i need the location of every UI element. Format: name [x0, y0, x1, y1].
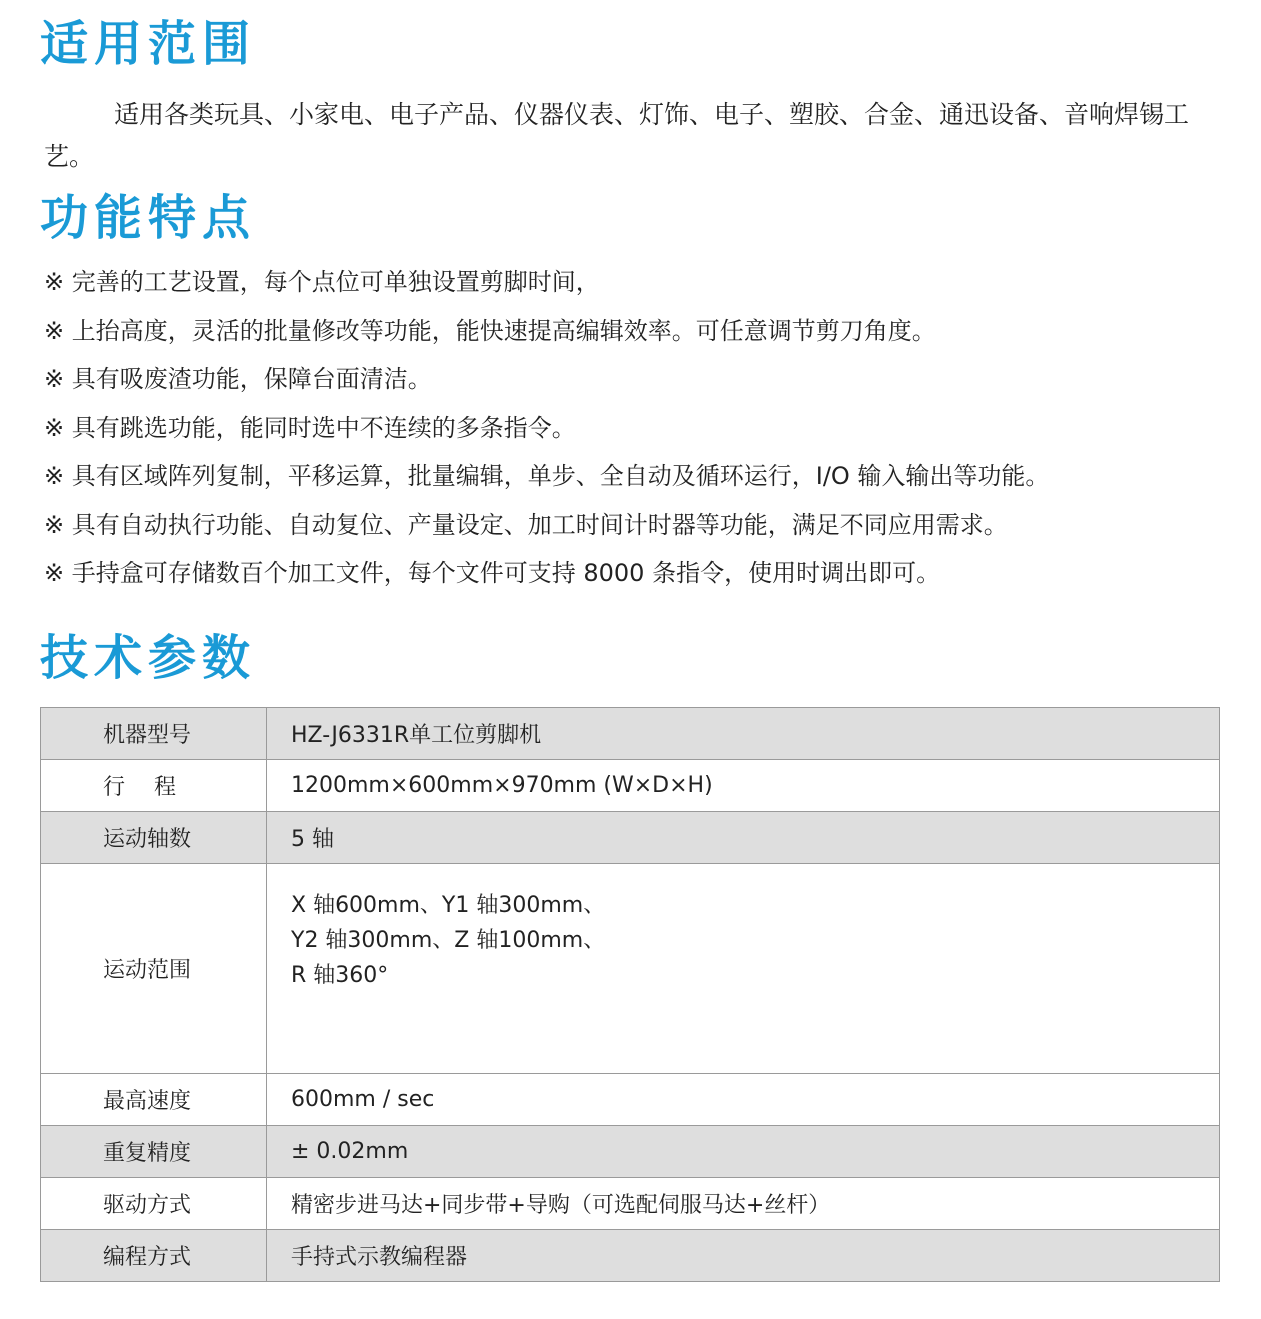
- spec-value: 手持式示教编程器: [267, 1230, 1220, 1282]
- spec-table: [40, 707, 1220, 1282]
- feature-item: ※ 上抬高度，灵活的批量修改等功能，能快速提高编辑效率。可任意调节剪刀角度。: [44, 316, 936, 345]
- table-row: [41, 760, 1220, 812]
- spec-label: 运动轴数: [41, 812, 267, 864]
- spec-value: 600mm / sec: [267, 1074, 1220, 1126]
- spec-label: 编程方式: [41, 1230, 267, 1282]
- spec-label: 驱动方式: [41, 1178, 267, 1230]
- feature-item: ※ 具有自动执行功能、自动复位、产量设定、加工时间计时器等功能，满足不同应用需求。: [44, 510, 1008, 539]
- table-row: [41, 864, 1220, 1074]
- features-list: [44, 258, 1049, 598]
- spec-value-line: X 轴600mm、Y1 轴300mm、: [291, 893, 606, 918]
- table-row: [41, 812, 1220, 864]
- table-row: [41, 1178, 1220, 1230]
- spec-label: 行 程: [41, 760, 267, 812]
- spec-value-line: Y2 轴300mm、Z 轴100mm、: [291, 928, 606, 953]
- scope-text: 适用各类玩具、小家电、电子产品、仪器仪表、灯饰、电子、塑胶、合金、通迅设备、音响焊锡工艺。: [44, 100, 1190, 171]
- spec-value: [267, 864, 1220, 1074]
- spec-label: 重复精度: [41, 1126, 267, 1178]
- spec-value-line: R 轴360°: [291, 963, 389, 988]
- feature-item: ※ 具有跳选功能，能同时选中不连续的多条指令。: [44, 413, 576, 442]
- spec-value: 5 轴: [267, 812, 1220, 864]
- spec-value: 1200mm×600mm×970mm (W×D×H): [267, 760, 1220, 812]
- specs-heading: 技术参数: [40, 630, 257, 686]
- feature-item: ※ 具有吸废渣功能，保障台面清洁。: [44, 365, 432, 393]
- feature-item: ※ 手持盒可存储数百个加工文件，每个文件可支持 8000 条指令，使用时调出即可。: [44, 559, 941, 587]
- spec-label: 最高速度: [41, 1074, 267, 1126]
- table-row: [41, 1230, 1220, 1282]
- spec-value: ± 0.02mm: [267, 1126, 1220, 1178]
- table-row: [41, 1126, 1220, 1178]
- spec-label: 运动范围: [41, 864, 267, 1074]
- feature-item: ※ 具有区域阵列复制，平移运算，批量编辑，单步、全自动及循环运行，I/O 输入输出等功能。: [44, 462, 1050, 490]
- spec-value: 精密步进马达+同步带+导购（可选配伺服马达+丝杆）: [267, 1178, 1220, 1230]
- table-row: [41, 1074, 1220, 1126]
- features-heading: 功能特点: [40, 190, 257, 246]
- feature-item: ※ 完善的工艺设置，每个点位可单独设置剪脚时间，: [44, 268, 600, 296]
- scope-heading: 适用范围: [40, 16, 257, 72]
- spec-value: HZ-J6331R单工位剪脚机: [267, 708, 1220, 760]
- spec-label: 机器型号: [41, 708, 267, 760]
- table-row: [41, 708, 1220, 760]
